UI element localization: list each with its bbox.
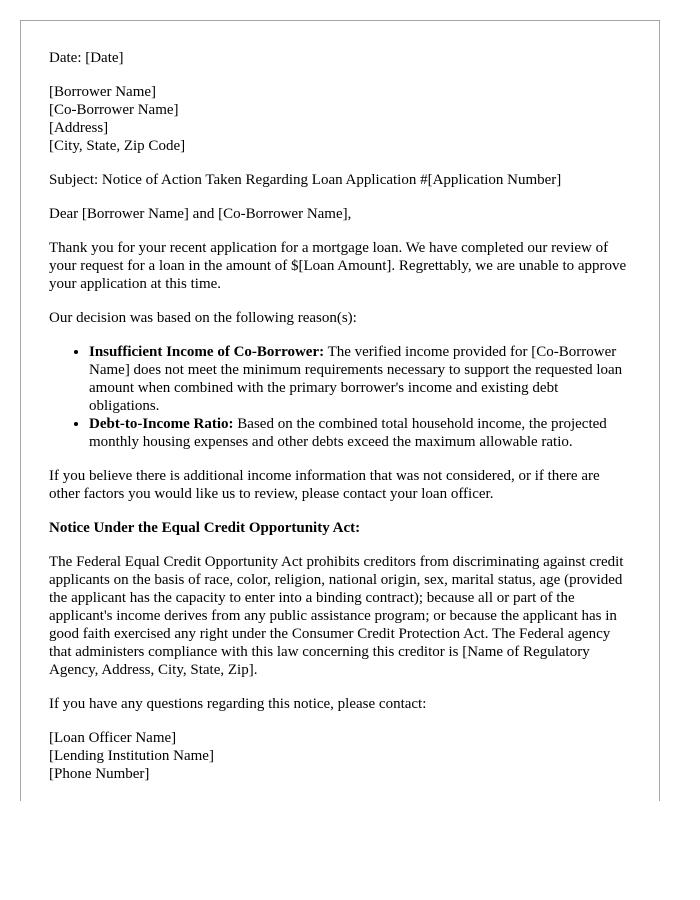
questions-line: If you have any questions regarding this notice, please contact:	[49, 696, 427, 712]
intro-paragraph: Thank you for your recent application for a mortgage loan. We have completed our review of your request for a loan in the amount of $[Loan Amount]. Regrettably, we are unable to approve your application at this time.	[49, 240, 627, 292]
contact-loan-officer-name: [Loan Officer Name]	[49, 730, 177, 746]
recipient-address-line: [Address]	[49, 120, 109, 136]
ecoa-heading: Notice Under the Equal Credit Opportunity Act:	[49, 520, 361, 536]
reason-item	[89, 343, 631, 415]
contact-lending-institution-name: [Lending Institution Name]	[49, 748, 214, 764]
ecoa-paragraph: The Federal Equal Credit Opportunity Act prohibits creditors from discriminating against credit applicants on the basis of race, color, religion, national origin, sex, marital status, age (provided the applicant has the capacity to enter into a binding contract); because all or part of the applicant's income derives from any public assistance program; or because the applicant has in good faith exercised any right under the Consumer Credit Protection Act. The Federal agency that administers compliance with this law concerning this creditor is [Name of Regulatory Agency, Address, City, State, Zip].	[49, 554, 624, 678]
reason-title: Insufficient Income of Co-Borrower:	[89, 344, 325, 360]
subject-line: Subject: Notice of Action Taken Regarding Loan Application #[Application Number]	[49, 172, 562, 188]
date-line: Date: [Date]	[49, 50, 124, 66]
additional-info-paragraph: If you believe there is additional income information that was not considered, or if there are other factors you would like us to review, please contact your loan officer.	[49, 468, 600, 502]
recipient-borrower-name: [Borrower Name]	[49, 84, 157, 100]
recipient-address	[49, 83, 631, 155]
salutation: Dear [Borrower Name] and [Co-Borrower Name],	[49, 206, 352, 222]
recipient-co-borrower-name: [Co-Borrower Name]	[49, 102, 179, 118]
letter-page	[20, 20, 660, 801]
recipient-city-state-zip: [City, State, Zip Code]	[49, 138, 186, 154]
reason-text: The verified income provided for [Co-Borrower Name] does not meet the minimum requirements necessary to support the requested loan amount when combined with the primary borrower's income and existing debt obligations.	[89, 344, 623, 414]
reason-title: Debt-to-Income Ratio:	[89, 416, 234, 432]
reasons-intro: Our decision was based on the following reason(s):	[49, 310, 357, 326]
contact-phone-number: [Phone Number]	[49, 766, 150, 782]
reason-item	[89, 415, 631, 451]
reason-text: Based on the combined total household income, the projected monthly housing expenses and other debts exceed the maximum allowable ratio.	[89, 416, 607, 450]
reasons-list	[49, 343, 631, 451]
contact-info	[49, 729, 631, 783]
